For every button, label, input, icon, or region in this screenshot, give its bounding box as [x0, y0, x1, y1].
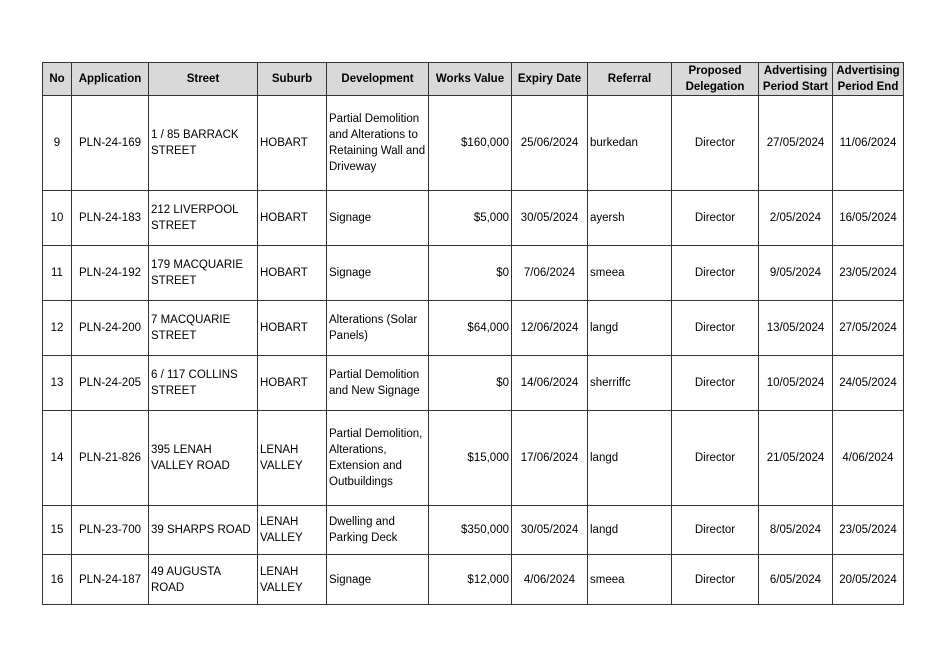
cell-works-value: $350,000	[429, 506, 512, 555]
cell-referral: smeea	[588, 555, 672, 605]
table-row	[43, 356, 904, 411]
table-row	[43, 246, 904, 301]
cell-application: PLN-21-826	[72, 411, 149, 506]
cell-development: Partial Demolition and Alterations to Retaining Wall and Driveway	[327, 96, 429, 191]
cell-development: Signage	[327, 555, 429, 605]
table-row	[43, 411, 904, 506]
cell-application: PLN-23-700	[72, 506, 149, 555]
cell-delegation: Director	[672, 555, 759, 605]
col-header-application: Application	[72, 63, 149, 96]
cell-delegation: Director	[672, 191, 759, 246]
table-row	[43, 555, 904, 605]
cell-no: 16	[43, 555, 72, 605]
cell-development: Partial Demolition, Alterations, Extension and Outbuildings	[327, 411, 429, 506]
cell-no: 10	[43, 191, 72, 246]
cell-expiry-date: 25/06/2024	[512, 96, 588, 191]
cell-development: Signage	[327, 246, 429, 301]
cell-development: Signage	[327, 191, 429, 246]
cell-application: PLN-24-205	[72, 356, 149, 411]
col-header-suburb: Suburb	[258, 63, 327, 96]
col-header-works-value: Works Value	[429, 63, 512, 96]
cell-application: PLN-24-183	[72, 191, 149, 246]
col-header-expiry-date: Expiry Date	[512, 63, 588, 96]
cell-referral: langd	[588, 411, 672, 506]
col-header-advertising-start: Advertising Period Start	[759, 63, 833, 96]
cell-adv-start: 9/05/2024	[759, 246, 833, 301]
col-header-development: Development	[327, 63, 429, 96]
cell-no: 9	[43, 96, 72, 191]
cell-application: PLN-24-200	[72, 301, 149, 356]
cell-application: PLN-24-192	[72, 246, 149, 301]
cell-expiry-date: 7/06/2024	[512, 246, 588, 301]
cell-referral: sherriffc	[588, 356, 672, 411]
cell-street: 7 MACQUARIE STREET	[149, 301, 258, 356]
cell-suburb: LENAH VALLEY	[258, 506, 327, 555]
cell-expiry-date: 30/05/2024	[512, 506, 588, 555]
table-row	[43, 96, 904, 191]
cell-suburb: HOBART	[258, 301, 327, 356]
cell-referral: langd	[588, 506, 672, 555]
cell-suburb: HOBART	[258, 96, 327, 191]
cell-no: 11	[43, 246, 72, 301]
cell-development: Dwelling and Parking Deck	[327, 506, 429, 555]
cell-delegation: Director	[672, 96, 759, 191]
cell-suburb: HOBART	[258, 191, 327, 246]
cell-works-value: $15,000	[429, 411, 512, 506]
cell-suburb: HOBART	[258, 356, 327, 411]
cell-street: 395 LENAH VALLEY ROAD	[149, 411, 258, 506]
cell-referral: smeea	[588, 246, 672, 301]
col-header-proposed-delegation: Proposed Delegation	[672, 63, 759, 96]
cell-expiry-date: 30/05/2024	[512, 191, 588, 246]
cell-no: 12	[43, 301, 72, 356]
table-row	[43, 506, 904, 555]
cell-adv-end: 24/05/2024	[833, 356, 904, 411]
cell-expiry-date: 12/06/2024	[512, 301, 588, 356]
cell-adv-end: 27/05/2024	[833, 301, 904, 356]
cell-street: 49 AUGUSTA ROAD	[149, 555, 258, 605]
cell-adv-start: 2/05/2024	[759, 191, 833, 246]
cell-adv-end: 23/05/2024	[833, 246, 904, 301]
cell-delegation: Director	[672, 301, 759, 356]
cell-expiry-date: 14/06/2024	[512, 356, 588, 411]
cell-adv-start: 6/05/2024	[759, 555, 833, 605]
cell-no: 13	[43, 356, 72, 411]
cell-adv-end: 4/06/2024	[833, 411, 904, 506]
cell-works-value: $160,000	[429, 96, 512, 191]
cell-development: Partial Demolition and New Signage	[327, 356, 429, 411]
cell-street: 212 LIVERPOOL STREET	[149, 191, 258, 246]
cell-works-value: $5,000	[429, 191, 512, 246]
cell-street: 39 SHARPS ROAD	[149, 506, 258, 555]
cell-adv-start: 13/05/2024	[759, 301, 833, 356]
cell-no: 14	[43, 411, 72, 506]
cell-referral: ayersh	[588, 191, 672, 246]
cell-delegation: Director	[672, 246, 759, 301]
cell-works-value: $12,000	[429, 555, 512, 605]
cell-delegation: Director	[672, 356, 759, 411]
col-header-referral: Referral	[588, 63, 672, 96]
table-row	[43, 301, 904, 356]
cell-adv-end: 16/05/2024	[833, 191, 904, 246]
cell-street: 1 / 85 BARRACK STREET	[149, 96, 258, 191]
col-header-advertising-end: Advertising Period End	[833, 63, 904, 96]
cell-works-value: $64,000	[429, 301, 512, 356]
cell-referral: burkedan	[588, 96, 672, 191]
cell-suburb: HOBART	[258, 246, 327, 301]
cell-works-value: $0	[429, 246, 512, 301]
cell-no: 15	[43, 506, 72, 555]
cell-street: 6 / 117 COLLINS STREET	[149, 356, 258, 411]
cell-adv-start: 10/05/2024	[759, 356, 833, 411]
header-row	[43, 63, 904, 96]
cell-adv-start: 27/05/2024	[759, 96, 833, 191]
cell-expiry-date: 17/06/2024	[512, 411, 588, 506]
cell-suburb: LENAH VALLEY	[258, 411, 327, 506]
cell-adv-start: 21/05/2024	[759, 411, 833, 506]
cell-expiry-date: 4/06/2024	[512, 555, 588, 605]
applications-table	[42, 62, 904, 605]
table-row	[43, 191, 904, 246]
col-header-no: No	[43, 63, 72, 96]
cell-delegation: Director	[672, 506, 759, 555]
cell-adv-start: 8/05/2024	[759, 506, 833, 555]
cell-suburb: LENAH VALLEY	[258, 555, 327, 605]
cell-development: Alterations (Solar Panels)	[327, 301, 429, 356]
col-header-street: Street	[149, 63, 258, 96]
cell-works-value: $0	[429, 356, 512, 411]
cell-adv-end: 11/06/2024	[833, 96, 904, 191]
cell-application: PLN-24-169	[72, 96, 149, 191]
cell-referral: langd	[588, 301, 672, 356]
cell-adv-end: 23/05/2024	[833, 506, 904, 555]
cell-adv-end: 20/05/2024	[833, 555, 904, 605]
cell-street: 179 MACQUARIE STREET	[149, 246, 258, 301]
cell-delegation: Director	[672, 411, 759, 506]
cell-application: PLN-24-187	[72, 555, 149, 605]
